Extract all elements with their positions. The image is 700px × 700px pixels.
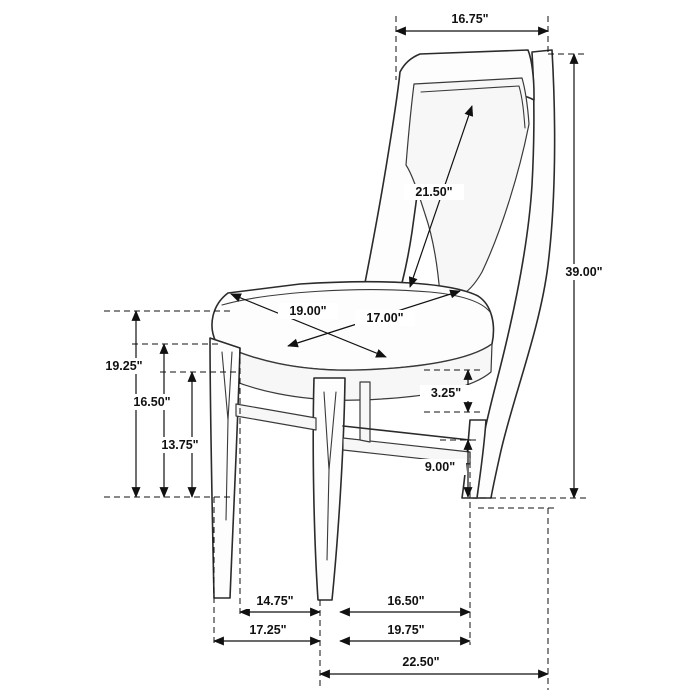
dimension-label-overall-height: 39.00" [565,265,603,279]
chair-center-stretcher [360,382,370,442]
dimension-label-seat-depth: 19.00" [289,304,327,318]
dimension-label-apron-height: 13.75" [161,438,199,452]
dimension-label-back-height: 21.50" [415,185,453,199]
dimension-label-seat-front-height: 19.25" [105,359,143,373]
dimension-label-seat-width: 17.00" [366,311,404,325]
dimension-label-lower-depth-left: 17.25" [249,623,287,637]
dimension-label-lower-depth-right: 19.75" [387,623,425,637]
dimension-label-overall-depth: 22.50" [402,655,440,669]
dimension-label-stretcher-height: 9.00" [424,460,456,474]
dimension-label-front-leg-depth: 14.75" [256,594,294,608]
dimension-label-seat-thickness: 3.25" [430,386,462,400]
dimension-label-seat-height: 16.50" [133,395,171,409]
dimension-label-top-width: 16.75" [451,12,489,26]
dimension-label-rear-leg-depth: 16.50" [387,594,425,608]
chair-side-stretcher-upper [236,404,316,430]
